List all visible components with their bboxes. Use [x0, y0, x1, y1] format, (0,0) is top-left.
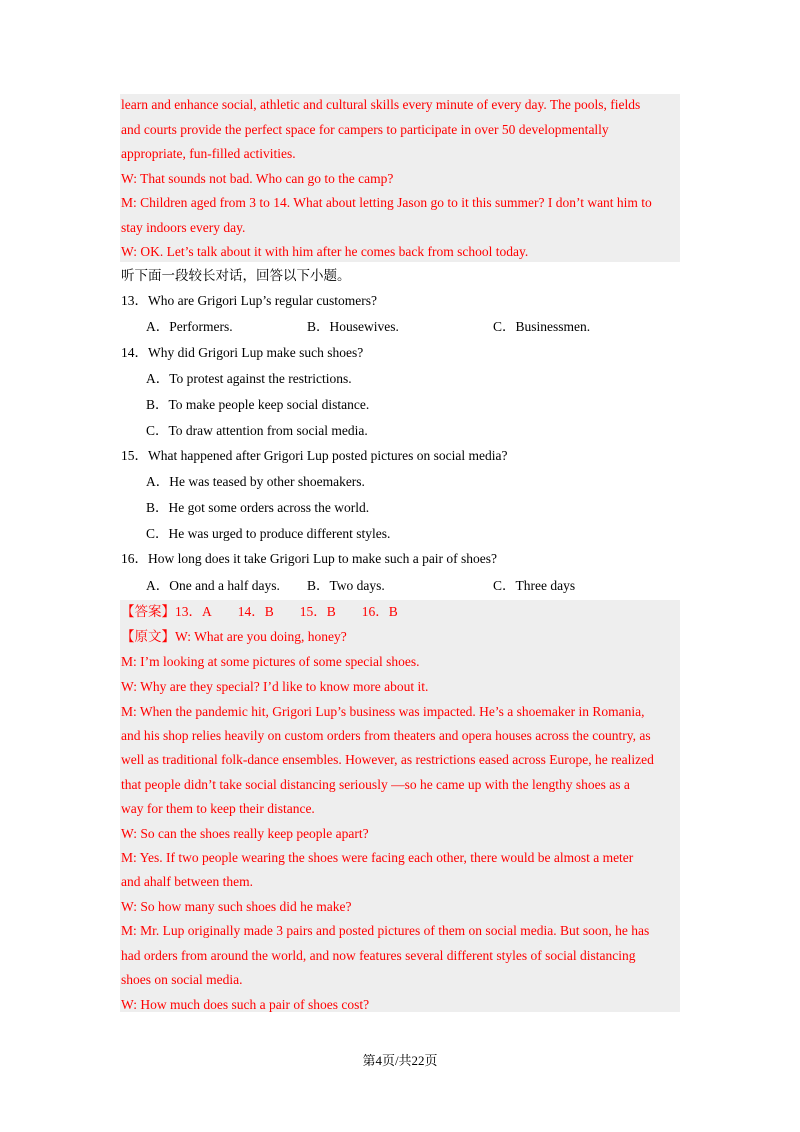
transcript-line: way for them to keep their distance.: [121, 801, 315, 816]
answer-13: 13．A: [175, 604, 212, 619]
transcript-line: M: Yes. If two people wearing the shoes were facing each other, there would be almost a meter: [121, 850, 634, 865]
transcript-first: W: What are you doing, honey?: [175, 629, 347, 644]
question-16: 16．How long does it take Grigori Lup to make such a pair of shoes?: [121, 551, 498, 566]
question-14: 14．Why did Grigori Lup make such shoes?: [121, 345, 364, 360]
transcript-line: W: So how many such shoes did he make?: [121, 899, 352, 914]
transcript-line: and his shop relies heavily on custom orders from theaters and opera houses across the country, as: [121, 728, 651, 743]
q14-option-b: B．To make people keep social distance.: [146, 397, 370, 412]
transcript-line: W: How much does such a pair of shoes cost?: [121, 997, 370, 1012]
transcript-line: shoes on social media.: [121, 972, 243, 987]
q16-option-a: A．One and a half days.: [146, 578, 280, 593]
q16-option-c: C．Three days: [493, 578, 576, 593]
question-15: 15．What happened after Grigori Lup posted pictures on social media?: [121, 448, 508, 463]
page-footer: 第4页/共22页: [362, 1053, 438, 1068]
q15-option-c: C．He was urged to produce different styles.: [146, 526, 391, 541]
transcript-label: 【原文】: [121, 629, 175, 644]
transcript-first-line: [121, 628, 347, 646]
answer-14: 14．B: [237, 604, 274, 619]
q13-option-a: A．Performers.: [146, 319, 233, 334]
answer-label: 【答案】: [121, 604, 175, 619]
transcript-line: that people didn’t take social distancing seriously —so he came up with the lengthy shoes as a: [121, 777, 630, 792]
section-intro: 听下面一段较长对话，回答以下小题。: [121, 268, 351, 283]
transcript-line: and ahalf between them.: [121, 874, 253, 889]
transcript-line: W: OK. Let’s talk about it with him after he comes back from school today.: [121, 244, 529, 259]
q14-option-c: C．To draw attention from social media.: [146, 423, 368, 438]
transcript-line: well as traditional folk-dance ensembles. However, as restrictions eased across Europe, he realized: [121, 752, 654, 767]
answer-15: 15．B: [299, 604, 336, 619]
answer-16: 16．B: [361, 604, 398, 619]
transcript-line: and courts provide the perfect space for campers to participate in over 50 developmentally: [121, 122, 609, 137]
transcript-line: M: When the pandemic hit, Grigori Lup’s business was impacted. He’s a shoemaker in Romania,: [121, 704, 645, 719]
transcript-line: W: So can the shoes really keep people apart?: [121, 826, 369, 841]
transcript-line: W: That sounds not bad. Who can go to the camp?: [121, 171, 394, 186]
transcript-line: learn and enhance social, athletic and cultural skills every minute of every day. The pools, fields: [121, 97, 641, 112]
transcript-line: appropriate, fun-filled activities.: [121, 146, 296, 161]
q15-option-a: A．He was teased by other shoemakers.: [146, 474, 365, 489]
transcript-line: had orders from around the world, and now features several different styles of social distancing: [121, 948, 636, 963]
transcript-line: M: Mr. Lup originally made 3 pairs and posted pictures of them on social media. But soon, he has: [121, 923, 650, 938]
q13-option-b: B．Housewives.: [307, 319, 399, 334]
q16-option-b: B．Two days.: [307, 578, 385, 593]
answer-line: [121, 603, 398, 621]
transcript-line: M: I’m looking at some pictures of some special shoes.: [121, 654, 420, 669]
question-13: 13．Who are Grigori Lup’s regular customers?: [121, 293, 378, 308]
transcript-line: M: Children aged from 3 to 14. What about letting Jason go to it this summer? I don’t want him to: [121, 195, 652, 210]
q14-option-a: A．To protest against the restrictions.: [146, 371, 352, 386]
q13-option-c: C．Businessmen.: [493, 319, 591, 334]
transcript-line: W: Why are they special? I’d like to know more about it.: [121, 679, 429, 694]
transcript-line: stay indoors every day.: [121, 220, 246, 235]
q15-option-b: B．He got some orders across the world.: [146, 500, 370, 515]
